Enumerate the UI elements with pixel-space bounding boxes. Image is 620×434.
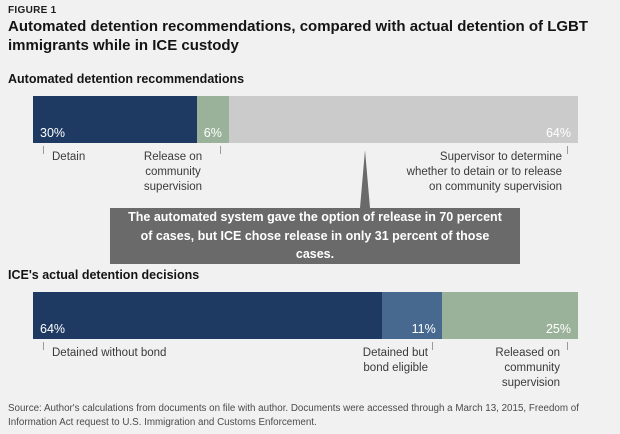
chart2-segment-released bbox=[442, 292, 578, 339]
chart1-tick-right bbox=[567, 146, 568, 154]
chart1-tick-middle bbox=[220, 146, 221, 154]
chart2-bond-pct: 11% bbox=[411, 322, 436, 336]
chart2-tick-right bbox=[567, 342, 568, 350]
chart2-segment-bond-eligible bbox=[382, 292, 442, 339]
chart2-detained-pct: 64% bbox=[40, 322, 66, 336]
chart1-segment-detain bbox=[33, 96, 197, 143]
chart2-heading: ICE's actual detention decisions bbox=[8, 268, 200, 282]
chart1-supervisor-pct: 64% bbox=[545, 126, 571, 140]
chart1-stacked-bar bbox=[33, 96, 578, 143]
chart1-label-release: Release on community supervision bbox=[143, 151, 203, 194]
chart1-segment-release bbox=[197, 96, 230, 143]
chart2-label-released: Released on community supervision bbox=[495, 347, 560, 390]
chart2-released-pct: 25% bbox=[545, 322, 571, 336]
chart2-stacked-bar bbox=[33, 292, 578, 339]
figure-label: FIGURE 1 bbox=[8, 5, 57, 16]
chart1-release-pct: 6% bbox=[203, 126, 222, 140]
chart1-detain-pct: 30% bbox=[40, 126, 66, 140]
chart1-tick-left bbox=[43, 146, 44, 154]
callout-pointer-arrow bbox=[360, 150, 370, 208]
source-note: Source: Author's calculations from documents on file with author. Documents were accessed through a March 13, 2015, Freedom of Information Act request to U.S. Immigration and Customs Enforcement. bbox=[8, 403, 579, 428]
chart2-label-detained: Detained without bond bbox=[52, 347, 167, 359]
chart2-segment-detained-no-bond bbox=[33, 292, 382, 339]
figure-title: Automated detention recommendations, compared with actual detention of LGBT immigrants while in ICE custody bbox=[8, 18, 589, 55]
chart1-label-detain: Detain bbox=[52, 151, 86, 163]
chart2-label-bond: Detained but bond eligible bbox=[362, 347, 428, 375]
chart2-tick-middle bbox=[432, 342, 433, 350]
callout-annotation: The automated system gave the option of release in 70 percent of cases, but ICE chose release in only 31 percent of those cases. bbox=[110, 208, 520, 264]
chart1-label-supervisor: Supervisor to determine whether to detain or to release on community supervision bbox=[406, 151, 562, 194]
chart2-tick-left bbox=[43, 342, 44, 350]
chart1-segment-supervisor bbox=[229, 96, 578, 143]
chart1-heading: Automated detention recommendations bbox=[8, 72, 245, 86]
